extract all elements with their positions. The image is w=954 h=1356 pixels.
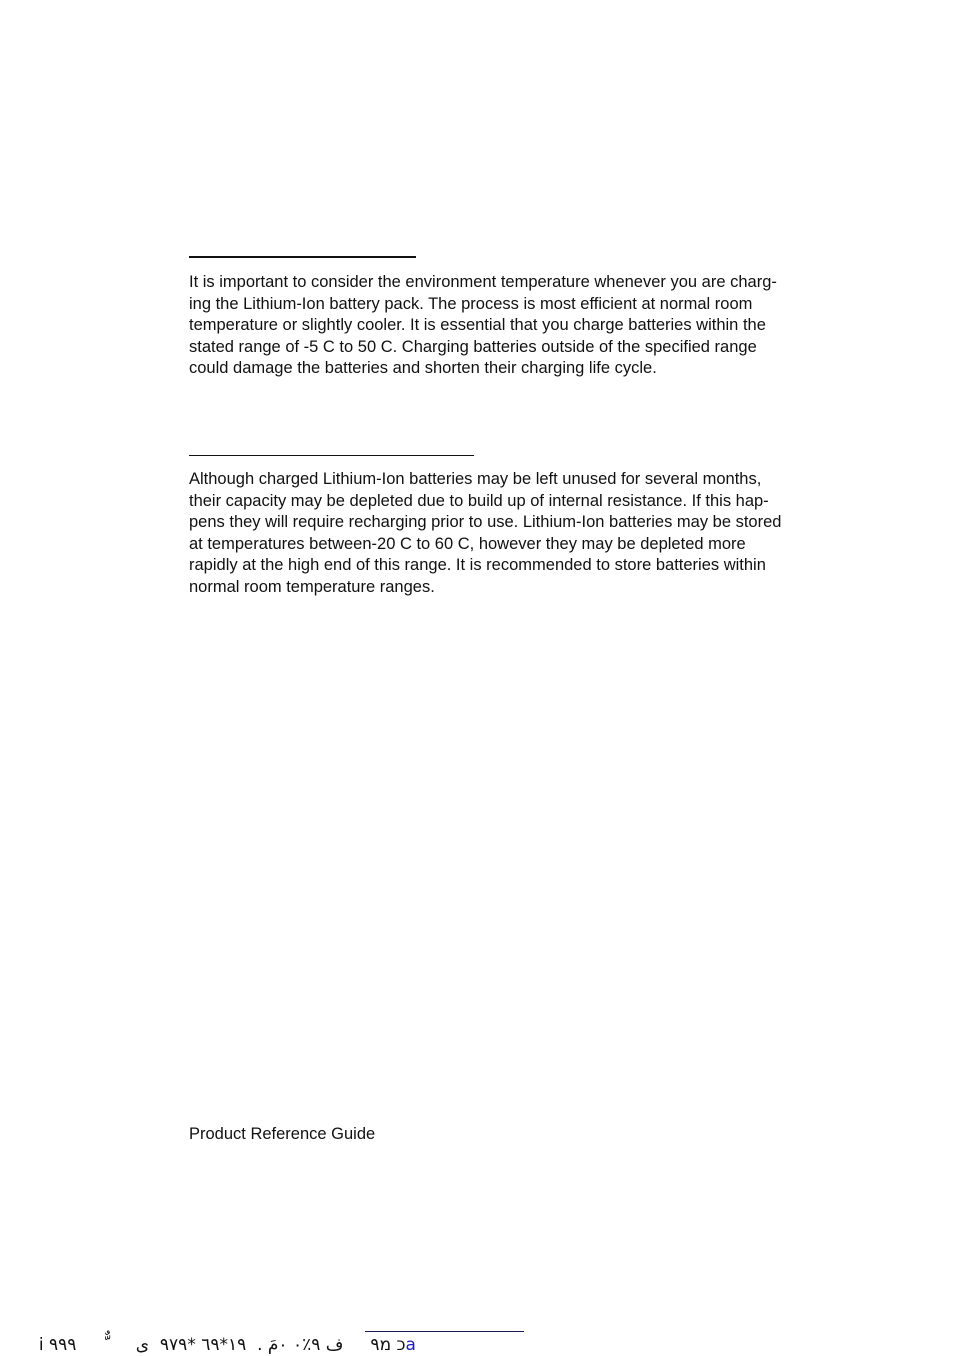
paragraph-line: rapidly at the high end of this range. It is recommended to store batteries within	[189, 556, 766, 575]
paragraph-line: could damage the batteries and shorten their charging life cycle.	[189, 359, 657, 378]
footer-garbled-text	[28, 1312, 416, 1356]
section-heading-rule-1	[189, 256, 416, 258]
paragraph-line: their capacity may be depleted due to build up of internal resistance. If this hap-	[189, 491, 769, 510]
section-heading-rule-2	[189, 455, 474, 456]
charging-temperature-paragraph	[189, 272, 829, 380]
footer-link-underline	[365, 1331, 524, 1332]
paragraph-line: stated range of -5 C to 50 C. Charging batteries outside of the specified range	[189, 337, 757, 356]
paragraph-line: at temperatures between-20 C to 60 C, however they may be depleted more	[189, 534, 746, 553]
paragraph-line: It is important to consider the environment temperature whenever you are charg-	[189, 273, 777, 291]
garbled-glyphs: i כ מ٩ ف ٩٪٠ ٠مَ . ١٩*٦٩ *٩٧٩ ى ٌّ ٩٩٩	[38, 1335, 406, 1355]
paragraph-line: normal room temperature ranges.	[189, 577, 435, 596]
paragraph-line: pens they will require recharging prior to use. Lithium-Ion batteries may be stored	[189, 513, 782, 532]
paragraph-line: temperature or slightly cooler. It is essential that you charge batteries within the	[189, 316, 766, 335]
garbled-link[interactable]: a	[405, 1335, 416, 1355]
storage-temperature-paragraph	[189, 469, 829, 599]
footer-guide-title: Product Reference Guide	[189, 1125, 376, 1143]
paragraph-line: Although charged Lithium-Ion batteries may be left unused for several months,	[189, 470, 762, 488]
paragraph-line: ing the Lithium-Ion battery pack. The process is most efficient at normal room	[189, 294, 753, 313]
